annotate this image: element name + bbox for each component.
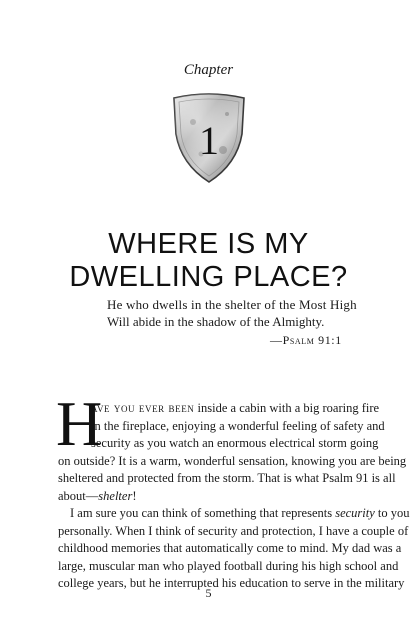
paragraph-1-line-4: on outside? It is a warm, wonderful sensation, knowing you are being — [58, 453, 407, 468]
paragraph-1-line-1 — [58, 400, 380, 418]
paragraph-1-line-2: in the fireplace, enjoying a wonderful feeling of safety and — [91, 418, 385, 433]
shield-icon — [171, 92, 247, 184]
chapter-label: Chapter — [183, 62, 234, 78]
shield-emblem — [171, 92, 247, 184]
paragraph-1-line-5: sheltered and protected from the storm. That is what Psalm 91 is all — [58, 471, 396, 485]
epigraph-line-1: He who dwells in the shelter of the Most High — [107, 297, 357, 312]
epigraph-source: —Psalm 91:1 — [270, 333, 342, 347]
body-text — [56, 388, 410, 593]
paragraph-1-line-6-post: ! — [132, 488, 137, 503]
paragraph-2-line-1-pre: I am sure you can think of something that represents — [70, 506, 336, 520]
paragraph-2-line-2: personally. When I think of security and protection, I have a couple of — [58, 523, 409, 538]
opening-smallcaps: ave you ever been — [91, 401, 195, 415]
paragraph-2-line-1 — [58, 505, 410, 523]
paragraph-1-line-1-rest: inside a cabin with a big roaring fire — [194, 401, 380, 415]
epigraph-line-2: Will abide in the shadow of the Almighty. — [107, 314, 325, 329]
paragraph-2-line-1-post: to you — [374, 506, 410, 520]
emphasis-shelter: shelter — [98, 488, 133, 503]
chapter-title — [0, 228, 417, 294]
paragraph-1-line-6 — [58, 488, 365, 506]
page-number: 5 — [205, 586, 212, 600]
emphasis-security: security — [335, 506, 375, 520]
drop-cap: H — [56, 388, 103, 459]
paragraph-2-line-3: childhood memories that automatically come to mind. My dad was a — [58, 541, 402, 555]
paragraph-2-line-4: large, muscular man who played football during his high school and — [58, 558, 399, 573]
paragraph-1-line-6-pre: about— — [58, 488, 99, 503]
epigraph — [107, 296, 357, 347]
chapter-number: 1 — [199, 118, 219, 163]
chapter-title-line-1: WHERE IS MY — [108, 228, 309, 260]
paragraph-2-line-5: college years, but he interrupted his education to serve in the military — [58, 576, 405, 590]
paragraph-1-line-3: security as you watch an enormous electrical storm going — [91, 436, 379, 450]
chapter-title-line-2: DWELLING PLACE? — [69, 261, 348, 293]
